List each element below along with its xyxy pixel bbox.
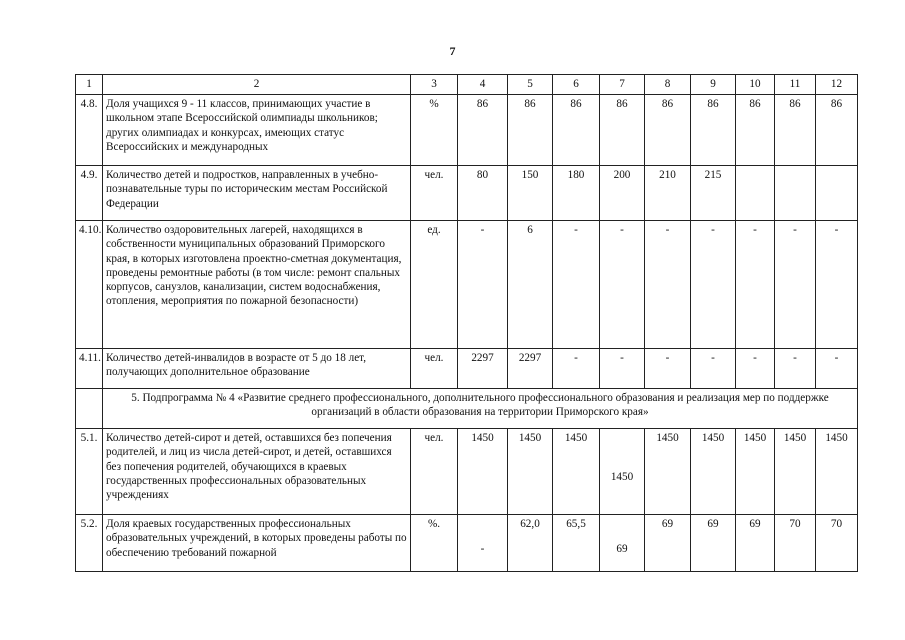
header-cell: 2 [103, 75, 411, 95]
row-description: Количество детей и подростков, направленных в учебно-познавательные туры по историческим местам Российской Федерации [103, 166, 411, 221]
row-id: 4.8. [76, 95, 103, 166]
value-cell: 69 [736, 515, 775, 572]
value-cell: 2297 [508, 349, 553, 389]
value-cell: 180 [553, 166, 600, 221]
value-cell: 1450 [458, 429, 508, 515]
value-cell [775, 166, 816, 221]
table-row [76, 95, 858, 166]
header-cell: 5 [508, 75, 553, 95]
value-cell: - [600, 221, 645, 349]
value-cell: - [553, 221, 600, 349]
value-cell: 69 [600, 515, 645, 572]
value-cell: - [691, 221, 736, 349]
row-unit: чел. [411, 429, 458, 515]
header-cell: 6 [553, 75, 600, 95]
section-spacer [76, 389, 103, 429]
value-cell: 69 [691, 515, 736, 572]
value-cell: 70 [816, 515, 858, 572]
header-cell: 11 [775, 75, 816, 95]
value-cell: 86 [553, 95, 600, 166]
header-row [76, 75, 858, 95]
value-cell: 200 [600, 166, 645, 221]
section-title: 5. Подпрограмма № 4 «Развитие среднего профессионального, дополнительного профессионального образования и реализация мер по поддержке организаций в области образования на территории Приморского края» [103, 389, 858, 429]
value-cell: 2297 [458, 349, 508, 389]
header-cell: 1 [76, 75, 103, 95]
value-cell: 1450 [553, 429, 600, 515]
value-cell: 6 [508, 221, 553, 349]
value-cell: 86 [691, 95, 736, 166]
value-cell: 150 [508, 166, 553, 221]
value-cell: 62,0 [508, 515, 553, 572]
value-cell: - [691, 349, 736, 389]
table-row [76, 515, 858, 572]
row-id: 5.2. [76, 515, 103, 572]
value-cell [736, 166, 775, 221]
value-cell: 80 [458, 166, 508, 221]
header-cell: 7 [600, 75, 645, 95]
row-description: Доля краевых государственных профессиональных образовательных учреждений, в которых проведены работы по обеспечению требований пожарной [103, 515, 411, 572]
value-cell: - [736, 221, 775, 349]
value-cell: - [816, 349, 858, 389]
value-cell: 1450 [816, 429, 858, 515]
row-id: 4.11. [76, 349, 103, 389]
header-cell: 8 [645, 75, 691, 95]
row-description: Доля учащихся 9 - 11 классов, принимающих участие в школьном этапе Всероссийской олимпиады школьников; других олимпиадах и конкурсах, имеющих статус Всероссийских и международных [103, 95, 411, 166]
row-id: 5.1. [76, 429, 103, 515]
row-unit: %. [411, 515, 458, 572]
page-number: 7 [449, 44, 456, 58]
value-cell: - [775, 349, 816, 389]
value-cell: 86 [458, 95, 508, 166]
row-id: 4.9. [76, 166, 103, 221]
row-description: Количество детей-инвалидов в возрасте от 5 до 18 лет, получающих дополнительное образование [103, 349, 411, 389]
section-row [76, 389, 858, 429]
row-description: Количество оздоровительных лагерей, находящихся в собственности муниципальных образований Приморского края, в которых изготовлена проектно-сметная документация, проведены ремонтные работы (в том числе: ремонт спальных корпусов, санузлов, канализации, систем водоснабжения, отопления, мероприятия по пожарной безопасности) [103, 221, 411, 349]
value-cell: 215 [691, 166, 736, 221]
value-cell: 65,5 [553, 515, 600, 572]
value-cell: - [816, 221, 858, 349]
table-row [76, 221, 858, 349]
indicators-table [75, 74, 858, 572]
row-description: Количество детей-сирот и детей, оставшихся без попечения родителей, и лиц из числа детей-сирот, и детей, оставшихся без попечения родителей, обучающихся в краевых государственных профессиональных образовательных учреждениях [103, 429, 411, 515]
row-unit: % [411, 95, 458, 166]
value-cell: - [458, 221, 508, 349]
value-cell: 210 [645, 166, 691, 221]
value-cell: 1450 [645, 429, 691, 515]
value-cell: - [645, 221, 691, 349]
header-cell: 9 [691, 75, 736, 95]
value-cell [816, 166, 858, 221]
table-row [76, 349, 858, 389]
value-cell: 86 [736, 95, 775, 166]
header-cell: 10 [736, 75, 775, 95]
row-unit: чел. [411, 349, 458, 389]
header-cell: 3 [411, 75, 458, 95]
value-cell: 1450 [508, 429, 553, 515]
value-cell: 1450 [736, 429, 775, 515]
value-cell: - [458, 515, 508, 572]
value-cell: 1450 [775, 429, 816, 515]
value-cell: - [645, 349, 691, 389]
row-unit: чел. [411, 166, 458, 221]
value-cell: 86 [600, 95, 645, 166]
row-unit: ед. [411, 221, 458, 349]
table-row [76, 166, 858, 221]
value-cell: 86 [645, 95, 691, 166]
row-id: 4.10. [76, 221, 103, 349]
value-cell: 86 [816, 95, 858, 166]
value-cell: - [553, 349, 600, 389]
header-cell: 4 [458, 75, 508, 95]
value-cell: - [775, 221, 816, 349]
value-cell: - [600, 349, 645, 389]
value-cell: 69 [645, 515, 691, 572]
value-cell: - [736, 349, 775, 389]
value-cell: 86 [508, 95, 553, 166]
value-cell: 70 [775, 515, 816, 572]
value-cell: 1450 [600, 429, 645, 515]
value-cell: 1450 [691, 429, 736, 515]
value-cell: 86 [775, 95, 816, 166]
table-row [76, 429, 858, 515]
header-cell: 12 [816, 75, 858, 95]
